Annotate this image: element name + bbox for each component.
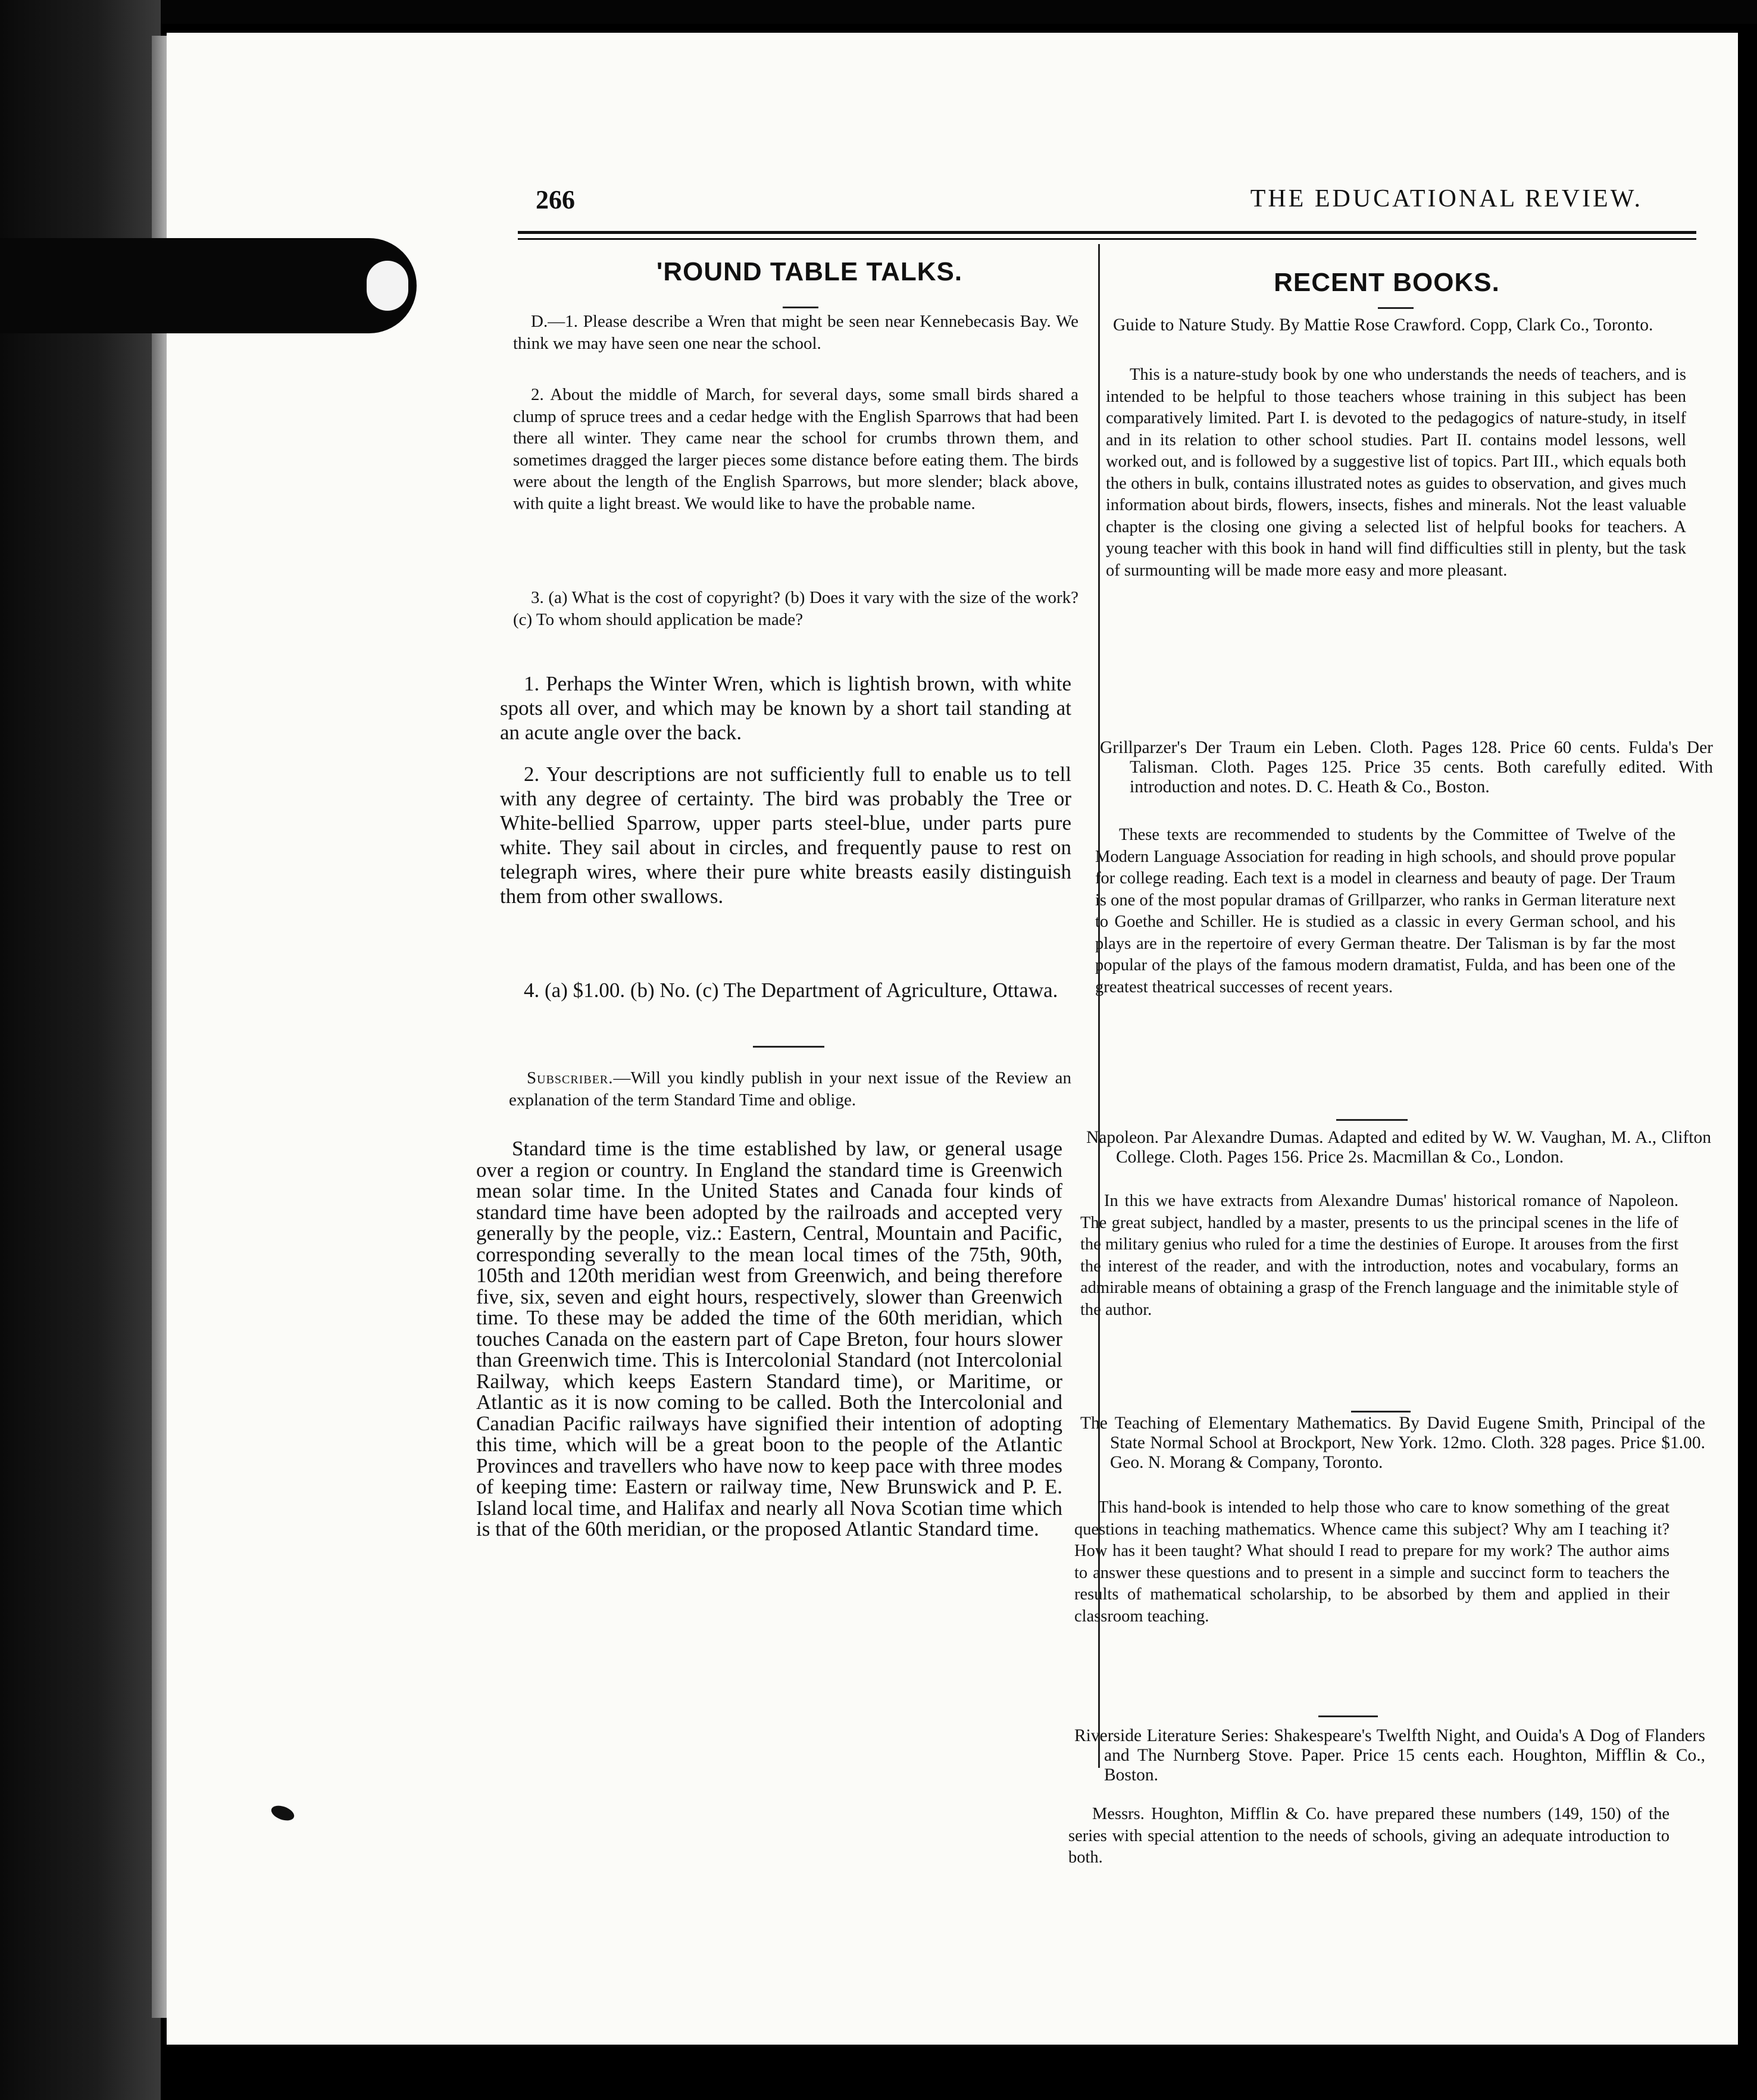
review-4-heading: The Teaching of Elementary Mathematics. By David Eugene Smith, Principal of the State Normal School at Brockport, New York. 12mo. Cloth. 328 pages. Price $1.00. Geo. N. Morang & Company, Toronto.: [1080, 1414, 1705, 1472]
section-dash-napoleon: [1336, 1119, 1408, 1121]
column-title-round-table: 'ROUND TABLE TALKS.: [656, 257, 963, 286]
scan-border-top: [0, 0, 1757, 24]
subscriber-query: [509, 1067, 1071, 1111]
review-1-body: This is a nature-study book by one who understands the needs of teachers, and is intended to be helpful to those teachers whose training in this subject has been comparatively limited. Part I. is devoted to the pedagogics of nature-study, in itself and in its relation to other school studies. Part II. contains model lessons, well worked out, and is followed by a suggestive list of topics. Part III., which equals both the others in bulk, contains illustrated notes as guides to observation, and gives much information about birds, flowers, insects, fishes and minerals. Not the least valuable chapter is the closing one giving a selected list of helpful books for teachers. A young teacher with this book in hand will find difficulties still in plenty, but the task of surmounting will be made more easy and more pleasant.: [1106, 365, 1686, 580]
section-dash-subscriber: [753, 1046, 824, 1048]
page-number: 266: [536, 185, 575, 214]
review-5-heading: Riverside Literature Series: Shakespeare's Twelfth Night, and Ouida's A Dog of Flanders and The Nurnberg Stove. Paper. Price 15 cents each. Houghton, Mifflin & Co., Boston.: [1074, 1726, 1705, 1785]
standard-time-answer: Standard time is the time established by law, or general usage over a region or country. In England the standard time is Greenwich mean solar time. In the United States and Canada four kinds of standard time have been adopted by the railroads and accepted very generally by the people, viz.: Eastern, Central, Mountain and Pacific, corresponding severally to the mean local times of the 75th, 90th, 105th and 120th meridian west from Greenwich, and being therefore five, six, seven and eight hours, respectively, slower than Greenwich time. To these may be added the time of the 60th meridian, which touches Canada on the eastern part of Cape Breton, four hours slower than Greenwich time. This is Intercolonial Standard (not Intercolonial Railway, which keeps Eastern Standard time), or Maritime, or Atlantic as it is now coming to be called. Both the Intercolonial and Canadian Pacific railways have signified their intention of adopting this time, which will be a great boon to the people of the Atlantic Provinces and travellers who have now to keep pace with three modes of keeping time: Eastern or railway time, New Brunswick and P. E. Island local time, and Halifax and nearly all Nova Scotian time which is that of the 60th meridian, or the proposed Atlantic Standard time.: [476, 1137, 1062, 1540]
header-rule-thin: [518, 238, 1696, 240]
answer-d-4: 4. (a) $1.00. (b) No. (c) The Department of Agriculture, Ottawa.: [524, 979, 1058, 1002]
running-header: [536, 185, 1678, 220]
answer-d-1: 1. Perhaps the Winter Wren, which is lightish brown, with white spots all over, and which may be known by a short tail standing at an acute angle over the back.: [500, 672, 1071, 744]
review-5-body: Messrs. Houghton, Mifflin & Co. have prepared these numbers (149, 150) of the series with special attention to the needs of schools, giving an adequate introduction to both.: [1068, 1805, 1670, 1867]
subscriber-query-text: —Will you kindly publish in your next issue of the Review an explanation of the term Standard Time and oblige.: [509, 1068, 1071, 1110]
answer-d-2: 2. Your descriptions are not sufficiently full to enable us to tell with any degree of certainty. The bird was probably the Tree or White-bellied Sparrow, upper parts steel-blue, under parts pure white. They sail about in circles, and frequently pause to rest on telegraph wires, where their pure white breasts easily distinguish them from other swallows.: [500, 762, 1071, 908]
review-3-heading: Napoleon. Par Alexandre Dumas. Adapted and edited by W. W. Vaughan, M. A., Clifton College. Cloth. Pages 156. Price 2s. Macmillan & Co., London.: [1086, 1128, 1711, 1167]
review-1-heading: Guide to Nature Study. By Mattie Rose Crawford. Copp, Clark Co., Toronto.: [1113, 315, 1653, 335]
review-2-heading: Grillparzer's Der Traum ein Leben. Cloth. Pages 128. Price 60 cents. Fulda's Der Talisman. Cloth. Pages 125. Price 35 cents. Both carefully edited. With introduction and notes. D. C. Heath & Co., Boston.: [1100, 738, 1713, 796]
query-d-2: 2. About the middle of March, for several days, some small birds shared a clump of spruce trees and a cedar hedge with the English Sparrows that had been there all winter. They came near the school for crumbs thrown them, and sometimes dragged the larger pieces some distance before eating them. The birds were about the length of the English Sparrows, but more slender; black above, with quite a light breast. We would like to have the probable name.: [513, 385, 1078, 513]
section-dash-mathematics: [1351, 1411, 1411, 1412]
review-4-body: This hand-book is intended to help those who care to know something of the great questions in teaching mathematics. Whence came this subject? Why am I teaching it? How has it been taught? What should I read to prepare for my work? The author aims to answer these questions and to present in a simple and succinct form to teachers the results of mathematical scholarship, to be absorbed by them and applied in their classroom teaching.: [1074, 1498, 1670, 1626]
query-d-3: 3. (a) What is the cost of copyright? (b) Does it vary with the size of the work? (c) To whom should application be made?: [513, 588, 1078, 629]
journal-title: THE EDUCATIONAL REVIEW.: [1250, 185, 1643, 212]
binding-clip: [0, 238, 417, 333]
subscriber-label: Subscriber.: [527, 1068, 614, 1088]
section-dash-riverside: [1318, 1715, 1378, 1717]
column-title-recent-books: RECENT BOOKS.: [1274, 268, 1500, 297]
title-dash: [783, 307, 818, 308]
title-dash: [1378, 307, 1414, 309]
review-2-body: These texts are recommended to students by the Committee of Twelve of the Modern Language Association for reading in high schools, and should prove popular for college reading. Each text is a model in clearness and beauty of page. Der Traum is one of the most popular dramas of Grillparzer, who ranks in German literature next to Goethe and Schiller. He is studied as a classic in every German school, and his plays are in the repertoire of every German theatre. Der Talisman is by far the most popular of the plays of the famous modern dramatist, Fulda, and has been one of the greatest theatrical successes of recent years.: [1095, 826, 1675, 996]
review-3-body: In this we have extracts from Alexandre Dumas' historical romance of Napoleon. The great subject, handled by a master, presents to us the principal scenes in the life of the military genius who ruled for a time the destinies of Europe. It arouses from the first the interest of the reader, and with the introduction, notes and vocabulary, forms an admirable means of obtaining a grasp of the French language and the inimitable style of the author.: [1080, 1192, 1678, 1319]
query-d-1: D.—1. Please describe a Wren that might be seen near Kennebecasis Bay. We think we may have seen one near the school.: [513, 312, 1078, 353]
header-rule-thick: [518, 231, 1696, 234]
